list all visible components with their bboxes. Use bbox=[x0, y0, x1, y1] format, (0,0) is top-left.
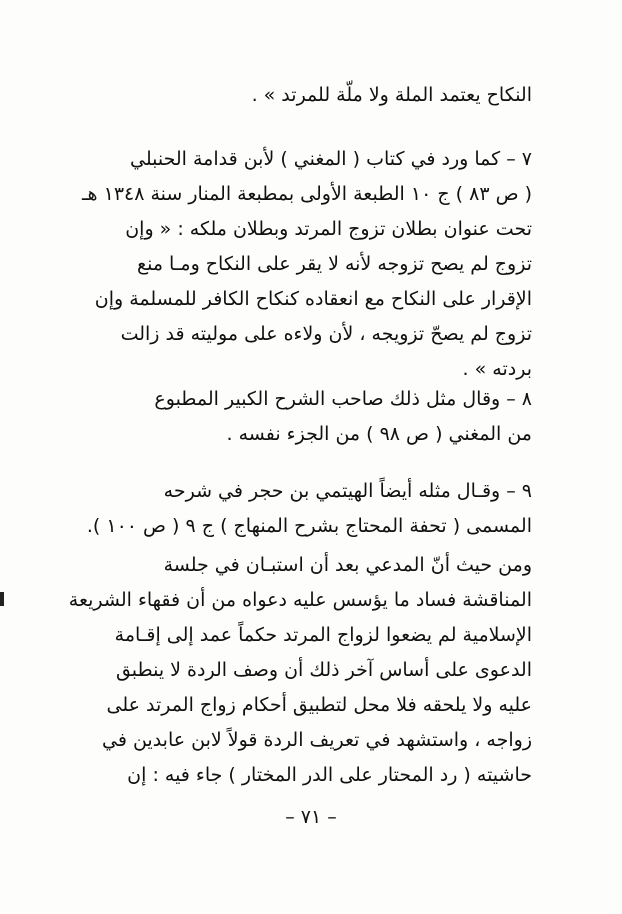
page-number: – ٧١ – bbox=[285, 806, 337, 828]
text-line: تزوج لم يصح تزوجه لأنه لا يقر على النكاح ومـا منع bbox=[136, 253, 532, 275]
paragraph-continuation bbox=[92, 78, 532, 113]
paragraph-body bbox=[68, 548, 532, 793]
text-line: تحت عنوان بطلان تزوج المرتد وبطلان ملكه : « وإن bbox=[125, 218, 532, 240]
text-line: زواجه ، واستشهد في تعريف الردة قولاً لابن عابدين في bbox=[102, 729, 532, 751]
text-line: بردته » . bbox=[462, 358, 532, 380]
text-line: حاشيته ( رد المحتار على الدر المختار ) جاء فيه : إن bbox=[127, 764, 532, 786]
text-line: المناقشة فساد ما يؤسس عليه دعواه من أن فقهاء الشريعة bbox=[68, 589, 532, 611]
text-line: تزوج لم يصحّ تزويجه ، لأن ولاءه على موليته قد زالت bbox=[120, 323, 532, 345]
text-line: ( ص ٨٣ ) ج ١٠ الطبعة الأولى بمطبعة المنار سنة ١٣٤٨ هـ bbox=[81, 183, 532, 205]
text-line: النكاح يعتمد الملة ولا ملّة للمرتد » . bbox=[251, 84, 532, 106]
text-line: الإقرار على النكاح مع انعقاده كنكاح الكافر للمسلمة وإن bbox=[94, 288, 532, 310]
text-line: ومن حيث أنّ المدعي بعد أن استبـان في جلسة bbox=[163, 554, 532, 576]
text-line: ٨ – وقال مثل ذلك صاحب الشرح الكبير المطبوع bbox=[154, 388, 532, 410]
text-line: عليه ولا يلحقه فلا محل لتطبيق أحكام زواج المرتد على bbox=[106, 694, 532, 716]
paragraph-item-8 bbox=[92, 382, 532, 452]
text-line: الإسلامية لم يضعوا لزواج المرتد حكماً عمد إلى إقـامة bbox=[114, 624, 532, 646]
text-line: ٩ – وقـال مثله أيضاً الهيتمي بن حجر في شرحه bbox=[163, 480, 532, 502]
scan-edge-mark bbox=[0, 592, 4, 606]
paragraph-item-9 bbox=[86, 474, 532, 544]
text-line: من المغني ( ص ٩٨ ) من الجزء نفسه . bbox=[226, 423, 532, 445]
text-line: المسمى ( تحفة المحتاج بشرح المنهاج ) ج ٩ ( ص ١٠٠ ). bbox=[86, 515, 532, 537]
paragraph-item-7 bbox=[81, 142, 532, 387]
text-line: الدعوى على أساس آخر ذلك أن وصف الردة لا ينطبق bbox=[115, 659, 532, 681]
text-line: ٧ – كما ورد في كتاب ( المغني ) لأبن قدامة الحنبلي bbox=[130, 148, 532, 170]
